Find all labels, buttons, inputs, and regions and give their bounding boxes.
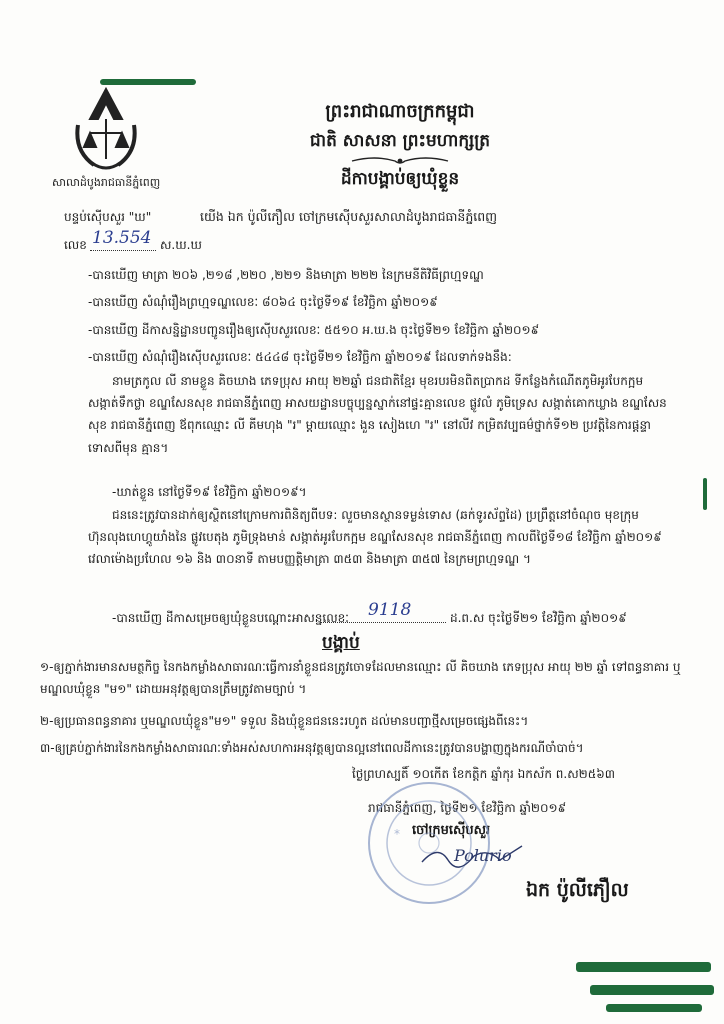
order-item-3: ៣-ឲ្យគ្រប់ភ្នាក់ងារនៃកងកម្លាំងសាធារណៈទាំងអស់សហការអនុវត្តឲ្យបានល្អនៅពេលដីកានេះត្រូវបានបង្ហាញក្នុងករណីចាំបាច់។ xyxy=(40,741,584,755)
consideration-line: -បានឃើញ សំណុំរឿងស៊ើបសួរលេខៈ ៥៤៤៨ ចុះថ្ងៃទី២១ ខែវិច្ឆិកា ឆ្នាំ២០១៩ ដែលទាក់ទងនឹង: xyxy=(88,350,512,364)
order-item-1: ១-ឲ្យភ្នាក់ងារមានសមត្ថកិច្ច នៃកងកម្លាំងសាធារណៈធ្វើការនាំខ្លួនជនត្រូវចោទដែលមានឈ្មោះ លី គិចឃាង ភេទប្រុស អាយុ ២២ ឆ្នាំ ទៅពន្ធនាគារ ឬមណ្ឌលឃុំខ្លួន "ម១" ដោយអនុវត្តឲ្យបានត្រឹមត្រូវតាមច្បាប់ ។ xyxy=(40,660,681,697)
investigation-office: បន្ទប់ស៊ើបសួរ "ឃ" xyxy=(64,210,152,224)
court-name: សាលាដំបូងរាជធានីភ្នំពេញ xyxy=(52,176,161,189)
order-item-2: ២-ឲ្យប្រធានពន្ធនាគារ ឬមណ្ឌលឃុំខ្លួន"ម១" ទទួល និងឃុំខ្លួនជននេះរហូត ដល់មានបញ្ជាថ្មីសម្រេចផ្សេងពីនេះ។ xyxy=(40,714,529,728)
case-number-label: លេខ xyxy=(64,238,87,252)
case-number-dotted-line xyxy=(90,250,156,251)
place-and-date: រាជធានីភ្នំពេញ, ថ្ងៃទី២១ ខែវិច្ឆិកា ឆ្នាំ២០១៩ xyxy=(368,801,567,815)
case-number-suffix: ស.ឃ.ឃ xyxy=(160,238,202,252)
signature-scribble-icon xyxy=(418,842,528,870)
order-heading: បង្គាប់ xyxy=(322,633,360,653)
signer-title: ចៅក្រមស៊ើបសួរ xyxy=(412,823,491,838)
consideration-line: -បានឃើញ មាត្រា ២០៦ ,២១៨ ,២២០ ,២២១ និងមាត្រា ២២២ នៃក្រមនីតិវិធីព្រហ្មទណ្ឌ xyxy=(88,268,484,282)
handwritten-signature: Polurio xyxy=(454,846,512,865)
court-emblem-icon xyxy=(68,85,144,175)
document-title: ដីកាបង្គាប់ឲ្យឃុំខ្លួន xyxy=(340,169,460,189)
ornament-divider-icon xyxy=(350,155,450,167)
green-marker-bottom-2 xyxy=(590,985,714,995)
consideration-line: -បានឃើញ សំណុំរឿងព្រហ្មទណ្ឌលេខៈ ៨០៦៤ ចុះថ្ងៃទី១៩ ខែវិច្ឆិកា ឆ្នាំ២០១៩ xyxy=(88,295,438,309)
green-marker-bottom-1 xyxy=(576,962,711,972)
charge-paragraph: ជននេះត្រូវបានដាក់ឲ្យស្ថិតនៅក្រោមការពិនិត្យពីបទ: លួចមានស្ថានទម្ងន់ទោស (ឆក់ទូរស័ព្ទដៃ) ប្រព្រឹត្តនៅចំណុច មុខក្រុមហ៊ុនលុងហេហ្គូយាំងនៃ ផ្លូវបេតុង ភូមិទ្រុងមាន់ សង្កាត់អូរបែកក្អម ខណ្ឌសែនសុខ រាជធានីភ្នំពេញ កាលពីថ្ងៃទី១៨ ខែវិច្ឆិកា ឆ្នាំ២០១៩ វេលាម៉ោងប្រហែល ១៦ និង ៣០នាទី តាមបញ្ញត្តិមាត្រា ៣៥៣ និងមាត្រា ៣៥៧ នៃក្រមព្រហ្មទណ្ឌ ។ xyxy=(88,508,662,567)
detention-order-suffix: ដ.ព.ស ចុះថ្ងៃទី២១ ខែវិច្ឆិកា ឆ្នាំ២០១៩ xyxy=(450,611,627,625)
kingdom-title: ព្រះរាជាណាចក្រកម្ពុជា xyxy=(325,101,475,122)
lunar-date: ថ្ងៃព្រហស្បតិ៍ ១០កើត ខែកត្តិក ឆ្នាំកុរ ឯកស័ក ព.ស២៥៦៣ xyxy=(352,767,615,781)
case-number-handwritten: 13.554 xyxy=(92,228,152,248)
green-marker-bottom-3 xyxy=(606,1004,702,1012)
investigating-judge-intro: យើង ឯក ប៉ូលីភឿល ចៅក្រមស៊ើបសួរសាលាដំបូងរាជធានីភ្នំពេញ xyxy=(200,209,498,224)
arrest-line: -ឃាត់ខ្លួន នៅថ្ងៃទី១៩ ខែវិច្ឆិកា ឆ្នាំ២០១៩។ xyxy=(112,485,307,499)
green-marker-side xyxy=(703,478,707,510)
detention-number-handwritten: 9118 xyxy=(368,600,412,620)
svg-text:*: * xyxy=(394,827,400,841)
detention-number-dotted-line xyxy=(320,622,446,623)
national-motto: ជាតិ សាសនា ព្រះមហាក្សត្រ xyxy=(309,131,491,151)
signer-name: ឯក ប៉ូលីភឿល xyxy=(526,879,629,901)
detention-order-prefix: -បានឃើញ ដីកាសម្រេចឲ្យឃុំខ្លួនបណ្តោះអាសន្នលេខៈ xyxy=(112,611,349,625)
accused-details-paragraph: នាមត្រកូល លី នាមខ្លួន គិចឃាង ភេទប្រុស អាយុ ២២ឆ្នាំ ជនជាតិខ្មែរ មុខរបរមិនពិតប្រាកដ ទីកន្លែងកំណើតភូមិអូរបែកក្អម សង្កាត់ទឹកថ្លា ខណ្ឌសែនសុខ រាជធានីភ្នំពេញ អាសយដ្ឋានបច្ចុប្បន្នស្នាក់នៅផ្ទះគ្មានលេខ ផ្លូវលំ ភូមិទ្រេស សង្កាត់គោកឃ្លាង ខណ្ឌសែនសុខ រាជធានីភ្នំពេញ ឪពុកឈ្មោះ លី គីមហុង "រ" ម្តាយឈ្មោះ ងួន សៀងហេ "រ" នៅលីវ កម្រិតវប្បធម៌ថ្នាក់ទី១២ ប្រវត្តិនៃការផ្តន្ទាទោសពីមុន គ្មាន។ xyxy=(88,374,667,455)
consideration-line: -បានឃើញ ដីកាសន្និដ្ឋានបញ្ជូនរឿងឲ្យស៊ើបសួរលេខៈ ៥៥១០ អ.ឃ.ង ចុះថ្ងៃទី២១ ខែវិច្ឆិកា ឆ្នាំ២០១៩ xyxy=(88,323,540,337)
